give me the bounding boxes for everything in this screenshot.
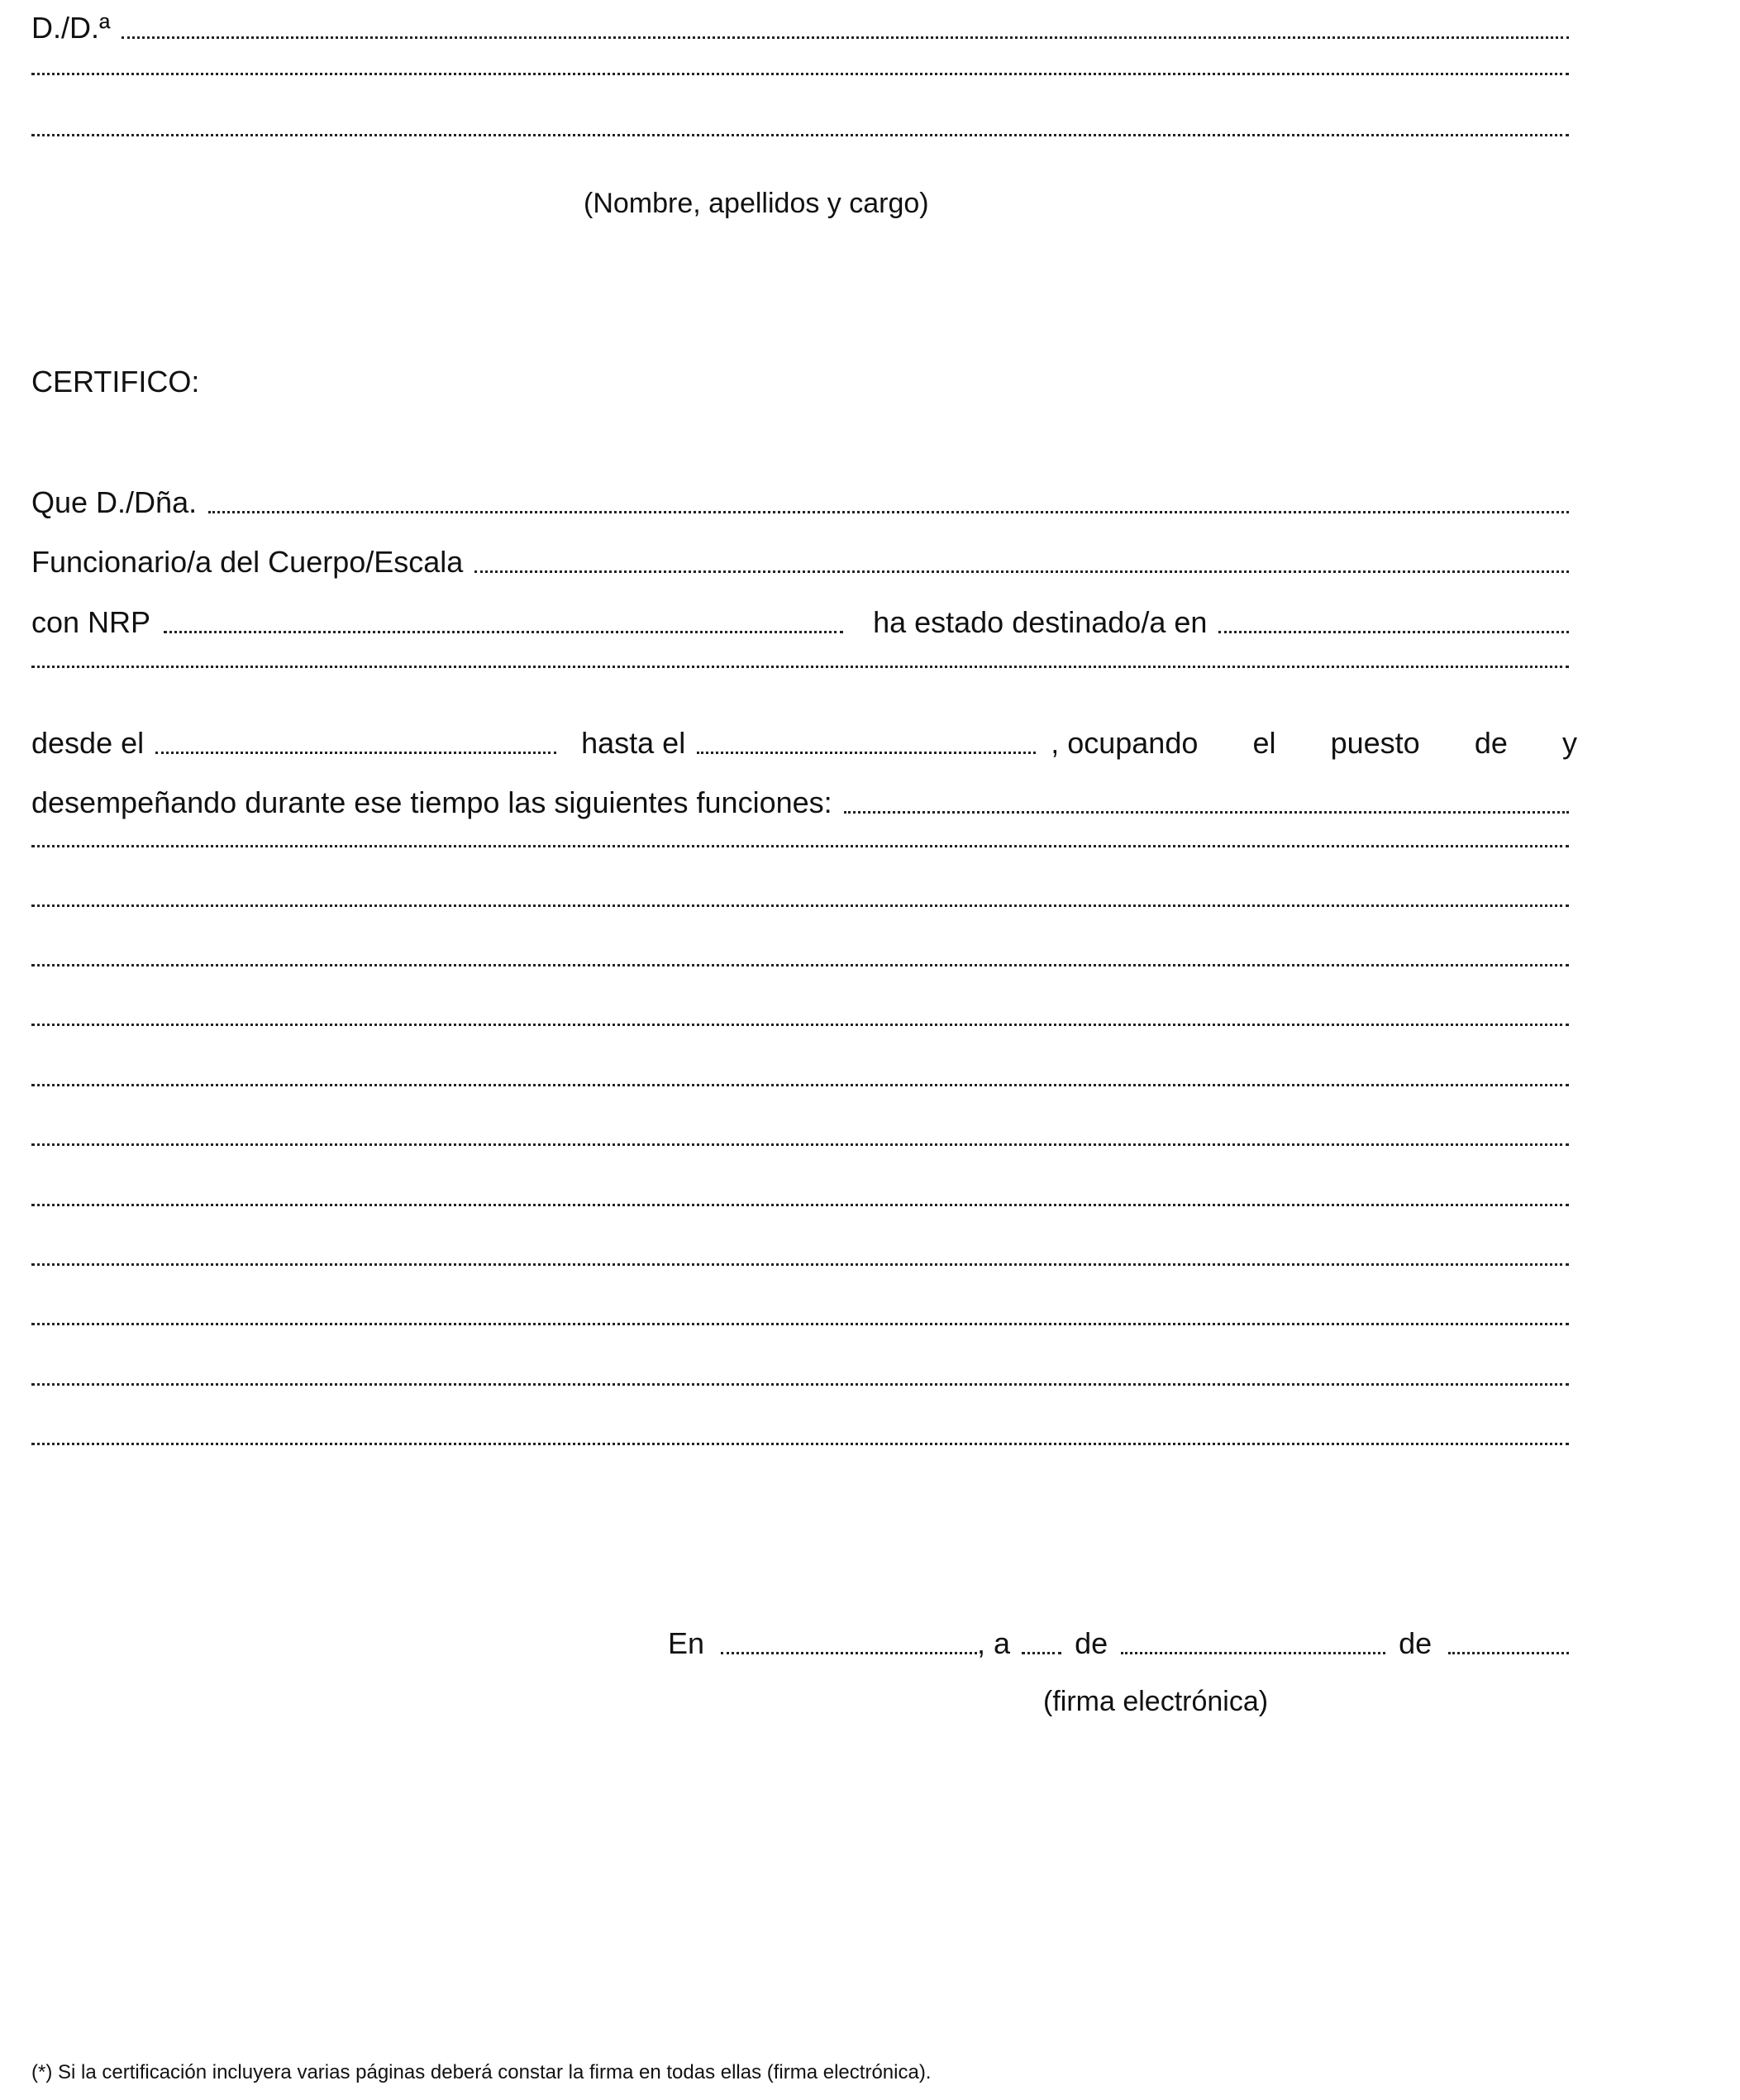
desde-field[interactable] <box>155 752 556 754</box>
funciones-fill-2[interactable] <box>31 904 1569 907</box>
destino-line-2 <box>31 666 1569 675</box>
name-fill-field[interactable] <box>122 36 1569 39</box>
funciones-line-7 <box>31 1204 1569 1214</box>
certifico-heading: CERTIFICO: <box>31 365 200 399</box>
person-name-field[interactable] <box>208 511 1569 513</box>
funciones-line <box>31 785 1569 821</box>
funciones-line-5 <box>31 1084 1569 1094</box>
funciones-fill-10[interactable] <box>31 1383 1569 1386</box>
destinado-label: ha estado destinado/a en <box>873 605 1208 639</box>
footnote: (*) Si la certificación incluyera varias páginas deberá constar la firma en todas ellas (firma electrónica). <box>31 2061 932 2083</box>
funciones-line-4 <box>31 1024 1569 1033</box>
funciones-line-3 <box>31 964 1569 974</box>
funciones-fill-7[interactable] <box>31 1204 1569 1206</box>
de-label-1: de <box>1075 1626 1108 1660</box>
nrp-field[interactable] <box>164 631 843 633</box>
name-fill-field-3[interactable] <box>31 134 1569 136</box>
name-line-1[interactable] <box>31 10 1569 46</box>
funciones-fill-9[interactable] <box>31 1323 1569 1325</box>
que-line <box>31 484 1569 521</box>
year-field[interactable] <box>1448 1652 1569 1654</box>
identity-label: D./D.ª <box>31 11 111 45</box>
ocupando-word-1: , ocupando <box>1051 726 1199 760</box>
nrp-label: con NRP <box>31 605 151 639</box>
ocupando-word-4: de <box>1474 726 1508 760</box>
hasta-field[interactable] <box>697 752 1036 754</box>
name-line-2[interactable] <box>31 73 1569 83</box>
funciones-fill-8[interactable] <box>31 1263 1569 1266</box>
ocupando-word-5: y <box>1561 726 1577 760</box>
month-field[interactable] <box>1121 1652 1385 1654</box>
que-label: Que D./Dña. <box>31 485 198 519</box>
desde-label: desde el <box>31 726 145 760</box>
destino-field[interactable] <box>1218 631 1569 633</box>
funciones-fill-6[interactable] <box>31 1143 1569 1146</box>
en-label: En <box>668 1626 705 1660</box>
funciones-fill-5[interactable] <box>31 1084 1569 1086</box>
signature-date-line <box>668 1625 1569 1662</box>
funciones-fill-1[interactable] <box>31 845 1569 847</box>
hasta-label: hasta el <box>581 726 686 760</box>
funciones-line-2 <box>31 904 1569 914</box>
name-line-3[interactable] <box>31 134 1569 144</box>
funciones-fill-3[interactable] <box>31 964 1569 966</box>
fechas-line <box>31 725 1577 761</box>
funciones-line-6 <box>31 1143 1569 1153</box>
funciones-line-11 <box>31 1443 1569 1453</box>
a-label: , a <box>977 1626 1011 1660</box>
nrp-line <box>31 604 1569 641</box>
ocupando-word-2: el <box>1252 726 1276 760</box>
funcionario-label: Funcionario/a del Cuerpo/Escala <box>31 545 464 579</box>
funciones-label: desempeñando durante ese tiempo las siguientes funciones: <box>31 785 832 819</box>
name-caption: (Nombre, apellidos y cargo) <box>584 188 929 219</box>
funcionario-line <box>31 544 1569 580</box>
funciones-field[interactable] <box>844 811 1569 814</box>
ocupando-words <box>1051 725 1577 761</box>
funciones-line-9 <box>31 1323 1569 1333</box>
destino-field-2[interactable] <box>31 666 1569 668</box>
name-fill-field-2[interactable] <box>31 73 1569 75</box>
ocupando-word-3: puesto <box>1330 726 1420 760</box>
cuerpo-escala-field[interactable] <box>474 570 1569 573</box>
place-field[interactable] <box>721 1652 977 1654</box>
day-field[interactable] <box>1022 1652 1061 1654</box>
signature-caption: (firma electrónica) <box>1043 1686 1269 1717</box>
de-label-2: de <box>1399 1626 1433 1660</box>
funciones-line-10 <box>31 1383 1569 1393</box>
funciones-line-1 <box>31 845 1569 855</box>
funciones-fill-11[interactable] <box>31 1443 1569 1445</box>
funciones-line-8 <box>31 1263 1569 1273</box>
funciones-fill-4[interactable] <box>31 1024 1569 1026</box>
